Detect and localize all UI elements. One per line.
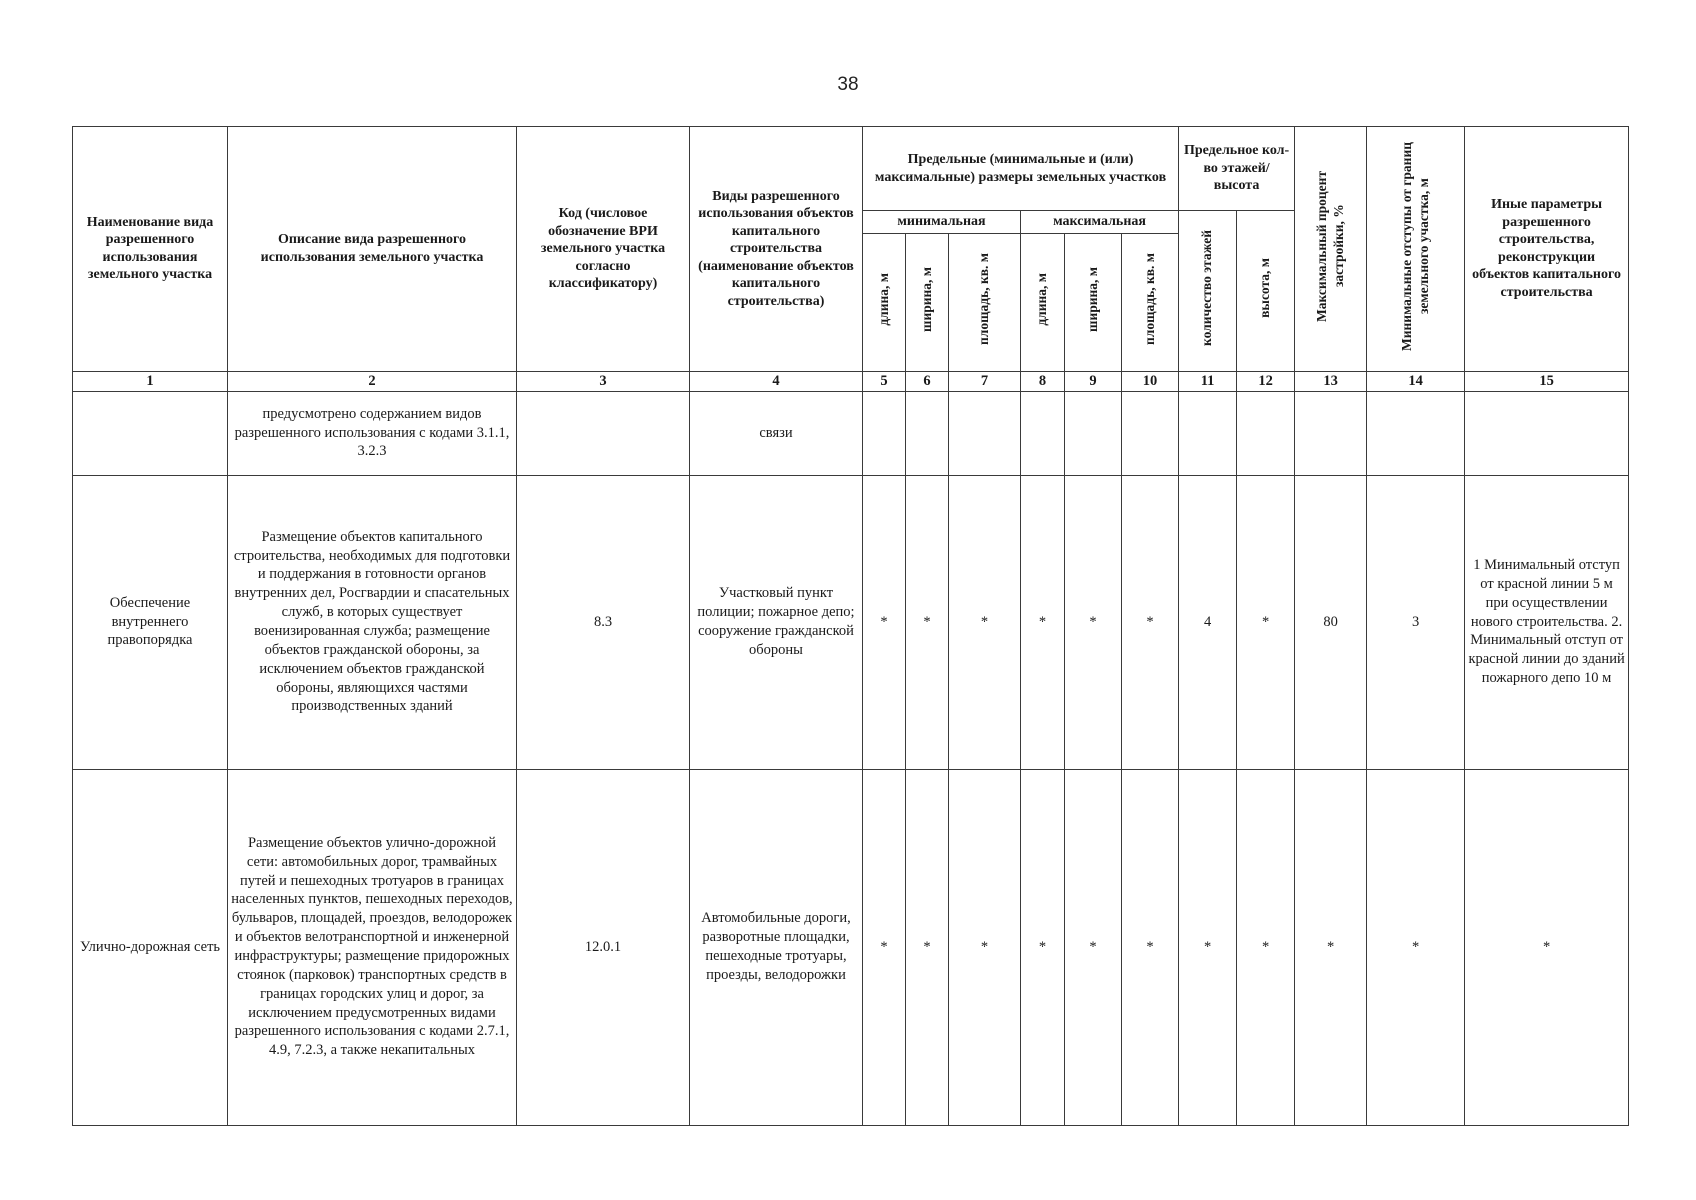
- cell-use-description-text: Размещение объектов улично-дорожной сети: автомобильных дорог, трамвайных путей и пешеходных тротуаров в границах населенных пунктов, пешеходных переходов, бульваров, площадей, проездов, велодорожек и объектов велотранспортной и инженерной инфраструктуры; размещение придорожных стоянок (парковок) транспортных средств в границах городских улиц и дорог, за исключением предусмотренных видами разрешенного использования с кодами 2.7.1, 4.9, 7.2.3, а также некапитальных: [231, 834, 513, 1059]
- cell-other-params: [1465, 391, 1629, 475]
- column-number: 10: [1122, 371, 1179, 391]
- column-number: 5: [863, 371, 906, 391]
- cell-other-params: 1 Минимальный отступ от красной линии 5 м при осуществлении нового строительства. 2. Минимальный отступ от красной линии до зданий пожарного депо 10 м: [1465, 475, 1629, 769]
- header-max-width: [1065, 233, 1122, 371]
- header-floor-count: [1179, 211, 1237, 372]
- cell-capital-objects: Участковый пункт полиции; пожарное депо; сооружение гражданской обороны: [690, 475, 863, 769]
- cell-use-description: Размещение объектов капитального строительства, необходимых для подготовки и поддержания в готовности органов внутренних дел, Росгвардии и спасательных служб, в которых существует военизированная служба; размещение объектов гражданской обороны, за исключением объектов гражданской обороны, являющихся частями производственных зданий: [228, 475, 517, 769]
- header-plot-size-group: Предельные (минимальные и (или) максимальные) размеры земельных участков: [863, 127, 1179, 211]
- header-min-setbacks: [1367, 127, 1465, 372]
- cell-min-length: *: [863, 475, 906, 769]
- cell-use-code: [517, 391, 690, 475]
- header-minimum: минимальная: [863, 211, 1021, 234]
- header-floors-group: Предельное кол-во этажей/высота: [1179, 127, 1295, 211]
- header-min-area: [949, 233, 1021, 371]
- column-number: 12: [1237, 371, 1295, 391]
- column-number: 13: [1295, 371, 1367, 391]
- column-number: 1: [73, 371, 228, 391]
- cell-min-width: [906, 391, 949, 475]
- cell-capital-objects: связи: [690, 391, 863, 475]
- cell-min-setbacks: 3: [1367, 475, 1465, 769]
- cell-height: *: [1237, 769, 1295, 1125]
- cell-min-setbacks: [1367, 391, 1465, 475]
- header-max-length: [1021, 233, 1065, 371]
- cell-other-params: *: [1465, 769, 1629, 1125]
- cell-use-description: [228, 769, 517, 1125]
- cell-use-name: [73, 391, 228, 475]
- column-number: 3: [517, 371, 690, 391]
- zoning-regulations-table: [72, 126, 1629, 1126]
- cell-max-area: *: [1122, 475, 1179, 769]
- header-use-description: Описание вида разрешенного использования земельного участка: [228, 127, 517, 372]
- cell-max-width: *: [1065, 769, 1122, 1125]
- cell-use-code: 12.0.1: [517, 769, 690, 1125]
- cell-max-coverage: [1295, 391, 1367, 475]
- cell-min-width: *: [906, 769, 949, 1125]
- header-max-area: [1122, 233, 1179, 371]
- cell-min-length: *: [863, 769, 906, 1125]
- header-height: [1237, 211, 1295, 372]
- table-row: [73, 769, 1629, 1125]
- header-maximum: максимальная: [1021, 211, 1179, 234]
- cell-max-area: [1122, 391, 1179, 475]
- cell-min-area: *: [949, 769, 1021, 1125]
- header-min-width-label: ширина, м: [918, 266, 934, 332]
- cell-max-length: *: [1021, 475, 1065, 769]
- cell-floor-count: *: [1179, 769, 1237, 1125]
- cell-capital-objects: Автомобильные дороги, разворотные площадки, пешеходные тротуары, проезды, велодорожки: [690, 769, 863, 1125]
- table-row: [73, 475, 1629, 769]
- header-max-coverage: [1295, 127, 1367, 372]
- column-number: 2: [228, 371, 517, 391]
- cell-min-area: *: [949, 475, 1021, 769]
- cell-min-area: [949, 391, 1021, 475]
- column-number: 8: [1021, 371, 1065, 391]
- cell-use-name: Улично-дорожная сеть: [73, 769, 228, 1125]
- column-number: 15: [1465, 371, 1629, 391]
- table-row: [73, 391, 1629, 475]
- header-min-area-label: площадь, кв. м: [976, 253, 992, 346]
- header-other-params: Иные параметры разрешенного строительства, реконструкции объектов капитального строительства: [1465, 127, 1629, 372]
- header-use-name: Наименование вида разрешенного использования земельного участка: [73, 127, 228, 372]
- cell-max-length: [1021, 391, 1065, 475]
- column-numbers-row: [73, 371, 1629, 391]
- header-floor-count-label: количество этажей: [1199, 229, 1215, 346]
- cell-use-description: предусмотрено содержанием видов разрешенного использования с кодами 3.1.1, 3.2.3: [228, 391, 517, 475]
- cell-floor-count: 4: [1179, 475, 1237, 769]
- cell-height: [1237, 391, 1295, 475]
- cell-min-length: [863, 391, 906, 475]
- header-min-setbacks-label: Минимальные отступы от границ земельного участка, м: [1398, 141, 1431, 351]
- cell-height: *: [1237, 475, 1295, 769]
- cell-max-area: *: [1122, 769, 1179, 1125]
- cell-max-coverage: 80: [1295, 475, 1367, 769]
- header-max-area-label: площадь, кв. м: [1141, 253, 1157, 346]
- cell-min-width: *: [906, 475, 949, 769]
- header-max-length-label: длина, м: [1034, 272, 1050, 326]
- header-max-coverage-label: Максимальный процент застройки, %: [1313, 170, 1346, 322]
- column-number: 11: [1179, 371, 1237, 391]
- column-number: 7: [949, 371, 1021, 391]
- header-min-width: [906, 233, 949, 371]
- cell-use-name: Обеспечение внутреннего правопорядка: [73, 475, 228, 769]
- cell-max-width: [1065, 391, 1122, 475]
- header-min-length-label: длина, м: [875, 272, 891, 326]
- column-number: 14: [1367, 371, 1465, 391]
- column-number: 9: [1065, 371, 1122, 391]
- header-max-width-label: ширина, м: [1084, 266, 1100, 332]
- page-number: 38: [837, 74, 859, 95]
- cell-max-coverage: *: [1295, 769, 1367, 1125]
- cell-min-setbacks: *: [1367, 769, 1465, 1125]
- header-height-label: высота, м: [1257, 258, 1273, 318]
- cell-max-length: *: [1021, 769, 1065, 1125]
- header-use-code: Код (числовое обозначение ВРИ земельного участка согласно классификатору): [517, 127, 690, 372]
- header-capital-objects: Виды разрешенного использования объектов капитального строительства (наименование объектов капитального строительства): [690, 127, 863, 372]
- cell-floor-count: [1179, 391, 1237, 475]
- cell-use-code: 8.3: [517, 475, 690, 769]
- column-number: 6: [906, 371, 949, 391]
- header-min-length: [863, 233, 906, 371]
- cell-max-width: *: [1065, 475, 1122, 769]
- column-number: 4: [690, 371, 863, 391]
